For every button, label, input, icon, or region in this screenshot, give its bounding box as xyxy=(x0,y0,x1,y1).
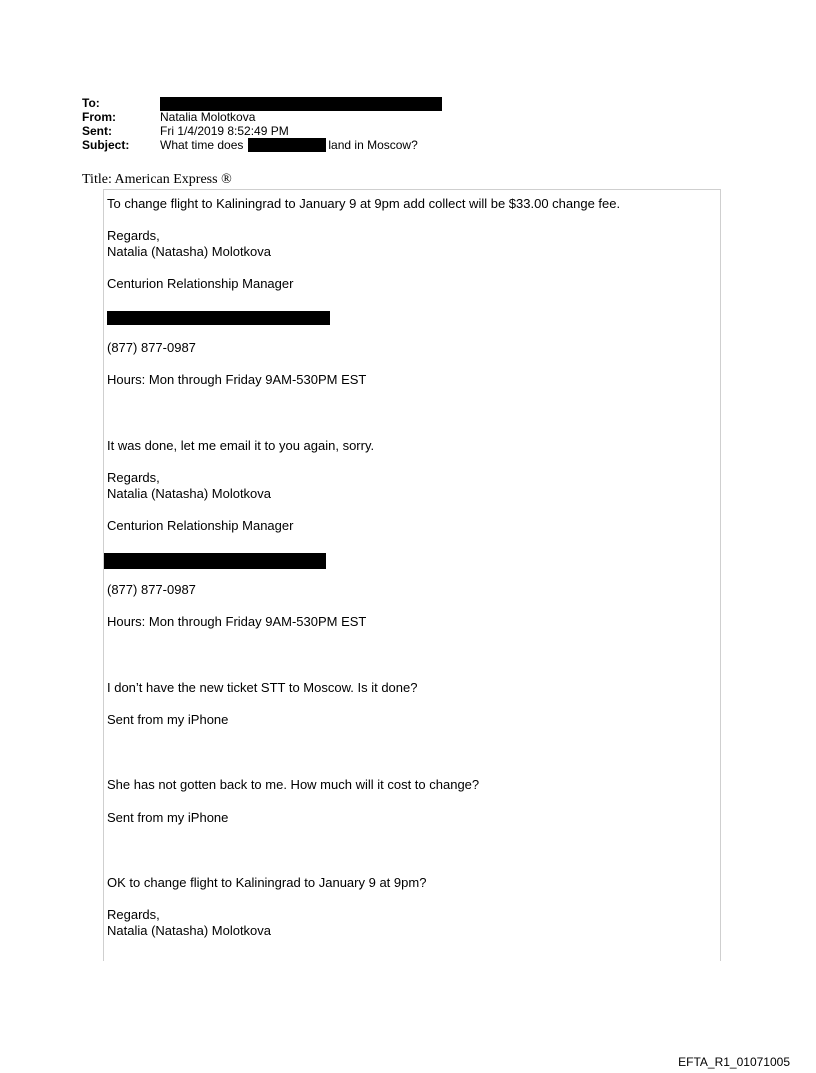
redaction-bar xyxy=(248,138,326,152)
sent-label: Sent: xyxy=(82,124,112,138)
body-line: I don’t have the new ticket STT to Moscow. Is it done? xyxy=(107,680,418,695)
from-label: From: xyxy=(82,110,116,124)
subject-text-end: land in Moscow? xyxy=(328,138,418,152)
to-row xyxy=(82,96,442,110)
body-line: It was done, let me email it to you again, sorry. xyxy=(107,438,375,453)
signature-phone: (877) 877-0987 xyxy=(107,582,196,597)
sent-row xyxy=(82,124,442,138)
signature-name: Natalia (Natasha) Molotkova xyxy=(107,244,272,259)
message-frame xyxy=(103,189,721,961)
signature-hours: Hours: Mon through Friday 9AM-530PM EST xyxy=(107,372,367,387)
redaction-bar xyxy=(107,311,330,325)
sent-from-iphone: Sent from my iPhone xyxy=(107,712,229,727)
subject-text-start: What time does xyxy=(160,138,244,152)
sent-value: Fri 1/4/2019 8:52:49 PM xyxy=(160,124,289,138)
signature-role: Centurion Relationship Manager xyxy=(107,518,294,533)
signature-hours: Hours: Mon through Friday 9AM-530PM EST xyxy=(107,614,367,629)
to-label: To: xyxy=(82,96,100,110)
signature-role: Centurion Relationship Manager xyxy=(107,276,294,291)
signature-phone: (877) 877-0987 xyxy=(107,340,196,355)
signature-regards: Regards, xyxy=(107,470,160,485)
email-header xyxy=(82,96,442,152)
redaction-bar xyxy=(104,553,326,569)
redaction-bar xyxy=(160,97,442,111)
from-value: Natalia Molotkova xyxy=(160,110,256,124)
body-line: OK to change flight to Kaliningrad to January 9 at 9pm? xyxy=(107,875,427,890)
sent-from-iphone: Sent from my iPhone xyxy=(107,810,229,825)
signature-name: Natalia (Natasha) Molotkova xyxy=(107,486,272,501)
from-row xyxy=(82,110,442,124)
signature-name: Natalia (Natasha) Molotkova xyxy=(107,923,272,938)
subject-row xyxy=(82,138,442,152)
subject-label: Subject: xyxy=(82,138,130,152)
document-title: Title: American Express ® xyxy=(82,172,232,187)
body-line: To change flight to Kaliningrad to January 9 at 9pm add collect will be $33.00 change fee. xyxy=(107,196,621,211)
body-line: She has not gotten back to me. How much will it cost to change? xyxy=(107,777,480,792)
document-id: EFTA_R1_01071005 xyxy=(678,1055,790,1069)
signature-regards: Regards, xyxy=(107,228,160,243)
signature-regards: Regards, xyxy=(107,907,160,922)
